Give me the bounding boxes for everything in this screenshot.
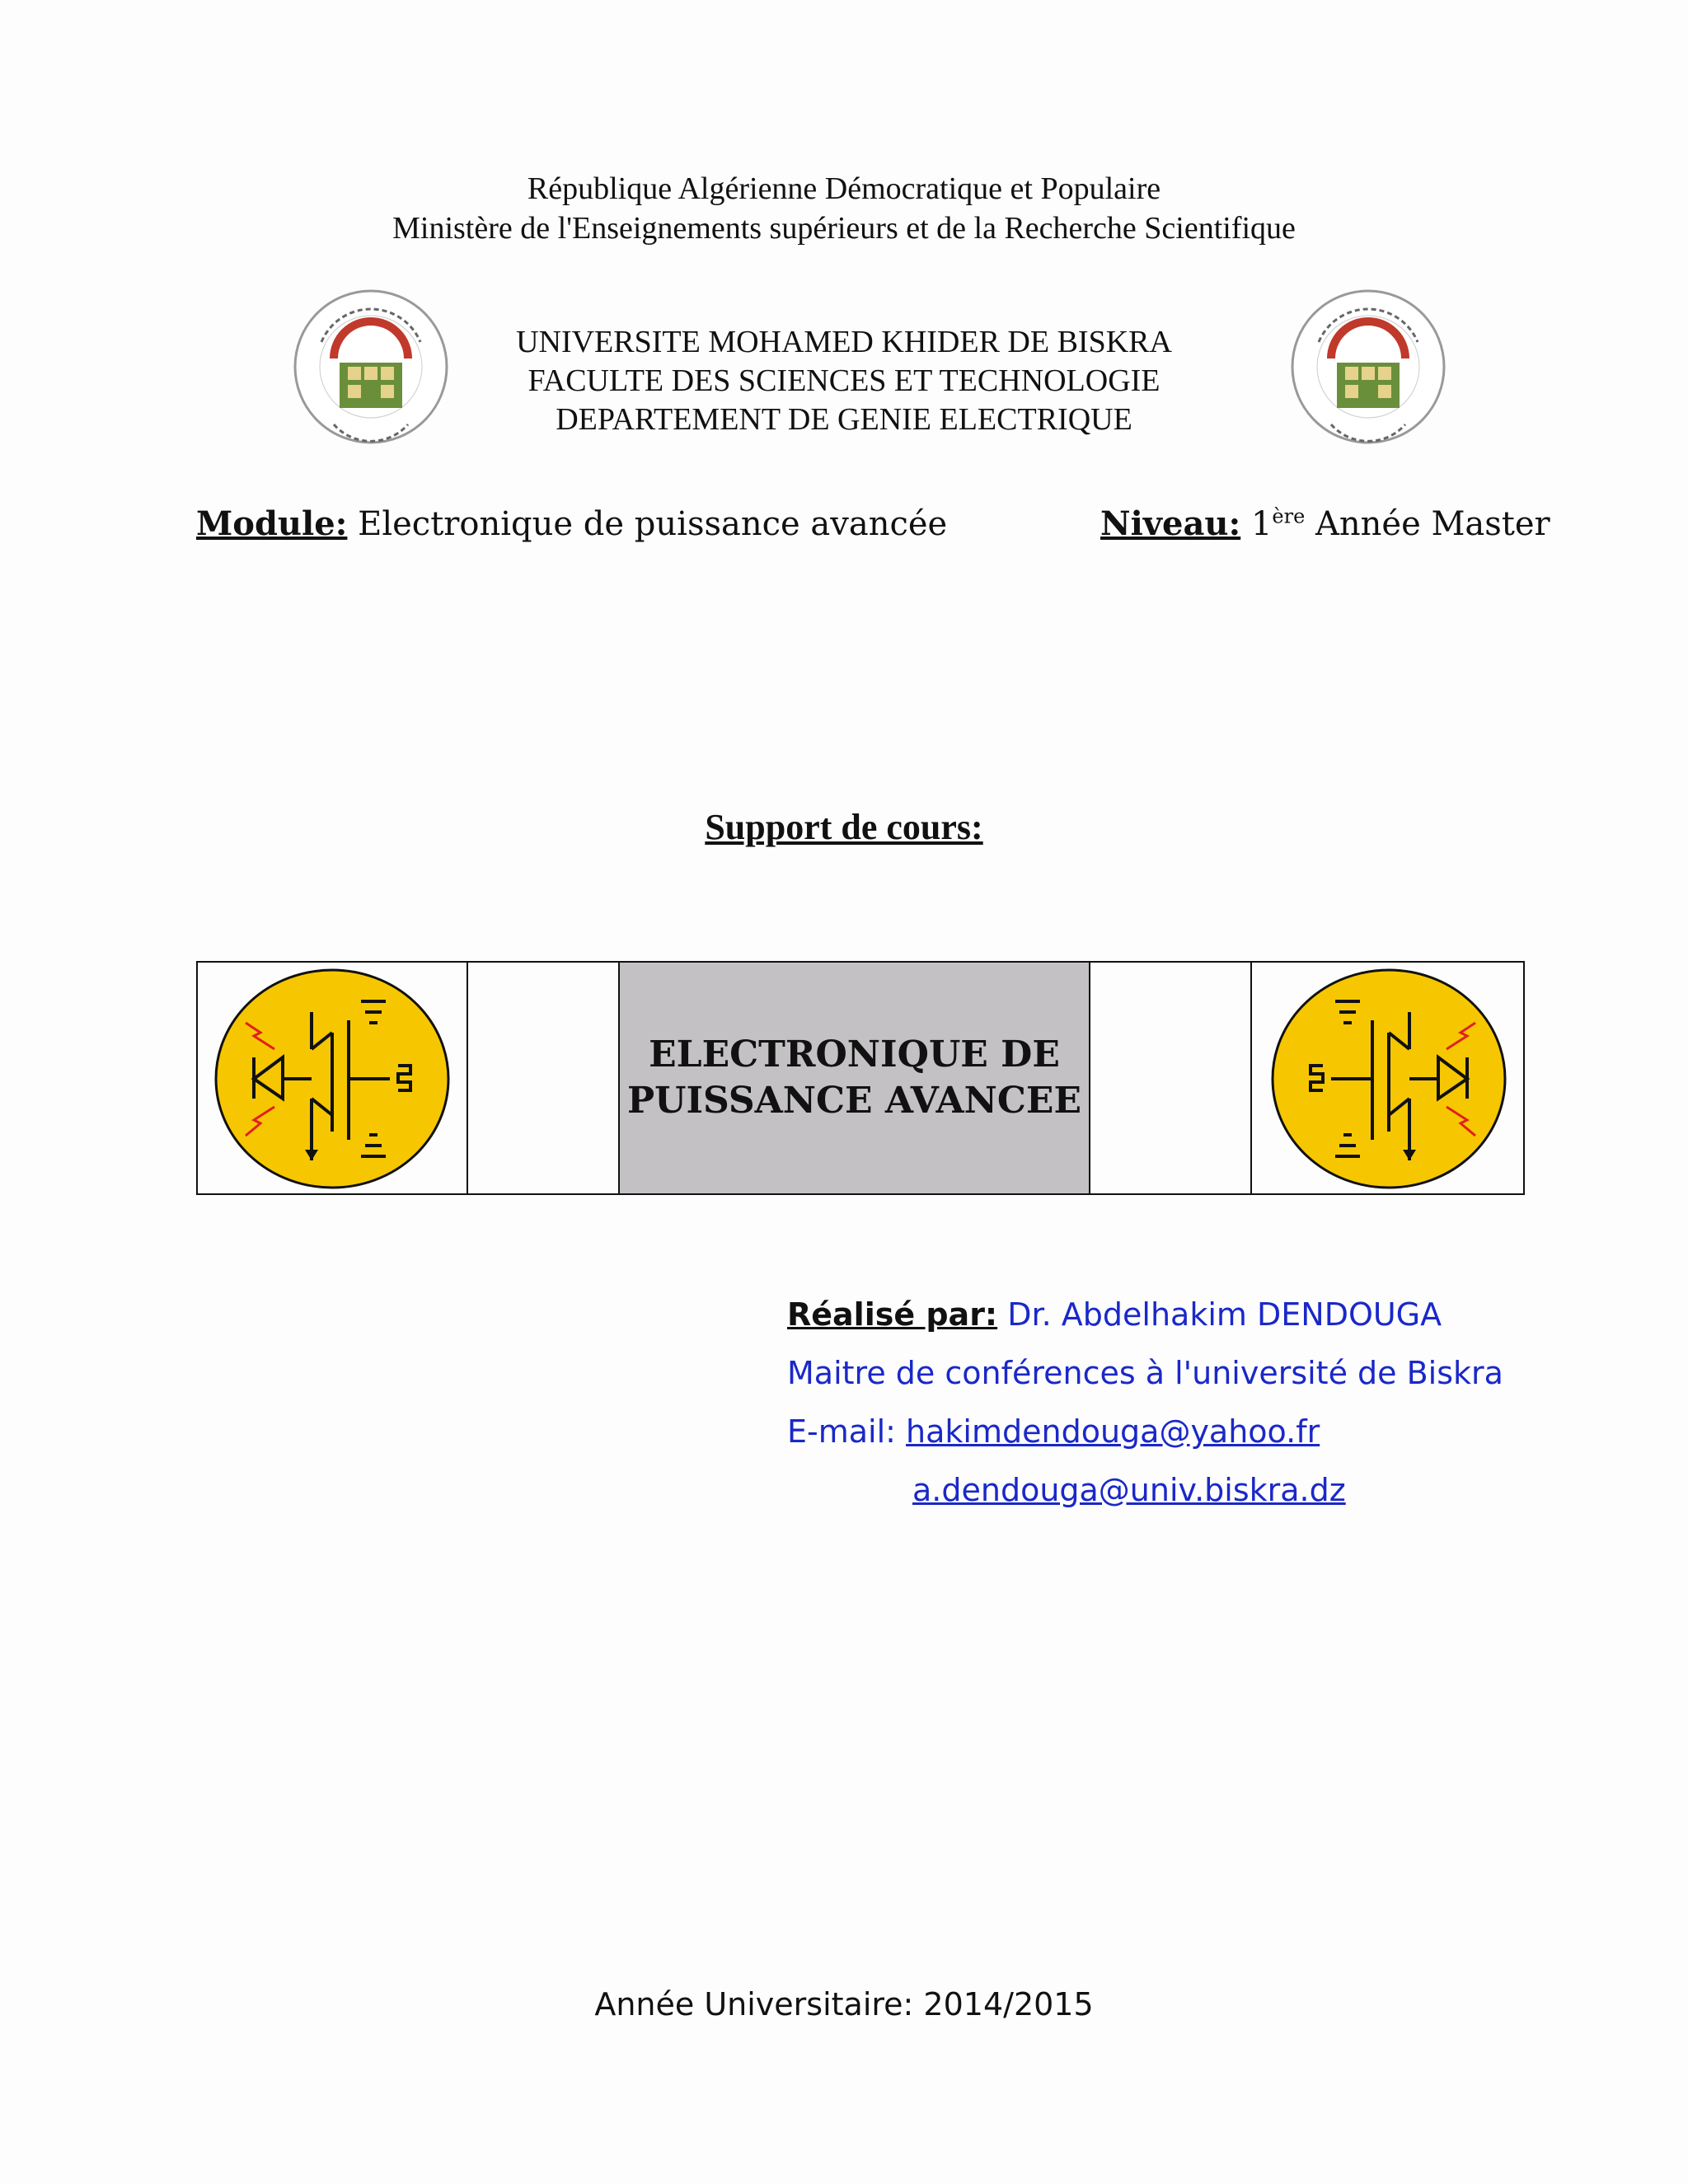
author-line xyxy=(787,1286,1503,1344)
banner-title-line1: ELECTRONIQUE DE xyxy=(649,1033,1060,1076)
igbt-symbol-icon-right xyxy=(1269,967,1508,1191)
author-position: Maitre de conférences à l'université de Biskra xyxy=(787,1355,1503,1391)
igbt-symbol-icon-left xyxy=(213,967,452,1191)
department-name: DEPARTEMENT DE GENIE ELECTRIQUE xyxy=(556,402,1132,437)
niveau-label: Niveau: xyxy=(1100,504,1241,543)
author-block xyxy=(787,1286,1503,1520)
module-row xyxy=(196,504,947,543)
banner-divider xyxy=(467,963,468,1193)
module-label: Module: xyxy=(196,504,348,543)
niveau-number: 1 xyxy=(1250,505,1273,543)
author-name: Dr. Abdelhakim DENDOUGA xyxy=(1007,1296,1442,1333)
banner-title-box xyxy=(618,963,1090,1193)
academic-year: Année Universitaire: 2014/2015 xyxy=(594,1986,1094,2022)
email-line-2 xyxy=(787,1461,1503,1520)
email-link-1[interactable]: hakimdendouga@yahoo.fr xyxy=(906,1413,1320,1450)
republic-line: République Algérienne Démocratique et Populaire xyxy=(527,171,1161,206)
email-label: E-mail: xyxy=(787,1413,896,1450)
banner-title xyxy=(627,1032,1081,1124)
faculty-name: FACULTE DES SCIENCES ET TECHNOLOGIE xyxy=(528,363,1160,398)
niveau-row xyxy=(1100,504,1550,543)
banner-title-line2: PUISSANCE AVANCEE xyxy=(627,1080,1081,1122)
header-block xyxy=(0,169,1688,248)
course-banner xyxy=(196,961,1525,1195)
email-link-2[interactable]: a.dendouga@univ.biskra.dz xyxy=(912,1472,1346,1508)
university-name: UNIVERSITE MOHAMED KHIDER DE BISKRA xyxy=(516,325,1172,359)
support-title: Support de cours: xyxy=(705,807,983,847)
institution-block xyxy=(0,323,1688,439)
ministry-line: Ministère de l'Enseignements supérieurs et de la Recherche Scientifique xyxy=(392,211,1296,246)
email-line xyxy=(787,1403,1503,1461)
niveau-superscript: ère xyxy=(1272,504,1306,528)
niveau-value: Année Master xyxy=(1315,505,1550,543)
banner-divider xyxy=(1250,963,1252,1193)
author-label: Réalisé par: xyxy=(787,1296,998,1333)
module-value: Electronique de puissance avancée xyxy=(358,505,948,543)
